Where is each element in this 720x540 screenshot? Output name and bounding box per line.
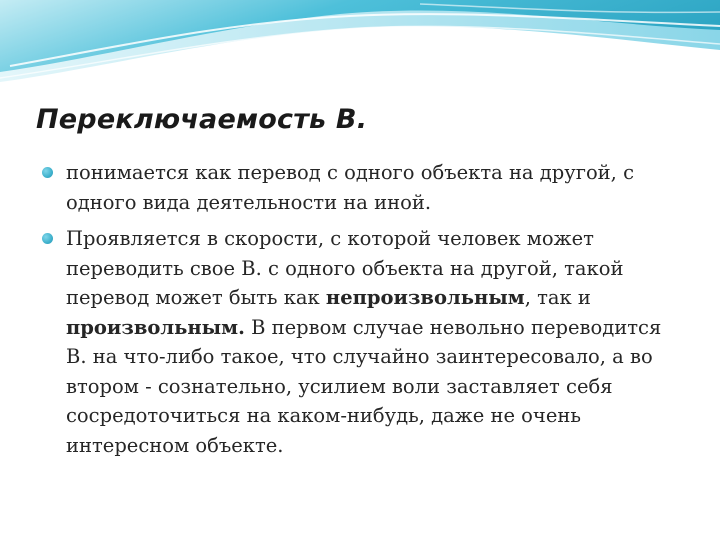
bullet-item-2 (42, 224, 682, 460)
bullet-text-1: понимается как перевод с одного объекта на другой, с одного вида деятельности на иной. (66, 161, 634, 214)
bullet-text-2-part2: , так и (524, 286, 591, 309)
bullet-text-2-part3: В первом случае невольно переводится В. на что-либо такое, что случайно заинтересовало, а во втором - сознательно, усилием воли заставляет себя сосредоточиться на каком-нибудь, даже не очень интересном объекте. (66, 315, 662, 457)
bullet-item-1 (42, 158, 682, 217)
bullet-text-2-part1: Проявляется в скорости, с которой человек может переводить свое В. с одного объекта на другой, такой перевод может быть как (66, 227, 624, 309)
bullet-text-2-bold1: непроизвольным (325, 286, 525, 309)
bullet-text-2-bold2: произвольным. (66, 315, 245, 339)
bullet-list (42, 158, 682, 467)
slide-title: Переключаемость В. (36, 104, 368, 135)
bullet-dot-icon (42, 233, 53, 244)
header-wave-banner (0, 0, 720, 110)
bullet-dot-icon (42, 167, 53, 178)
